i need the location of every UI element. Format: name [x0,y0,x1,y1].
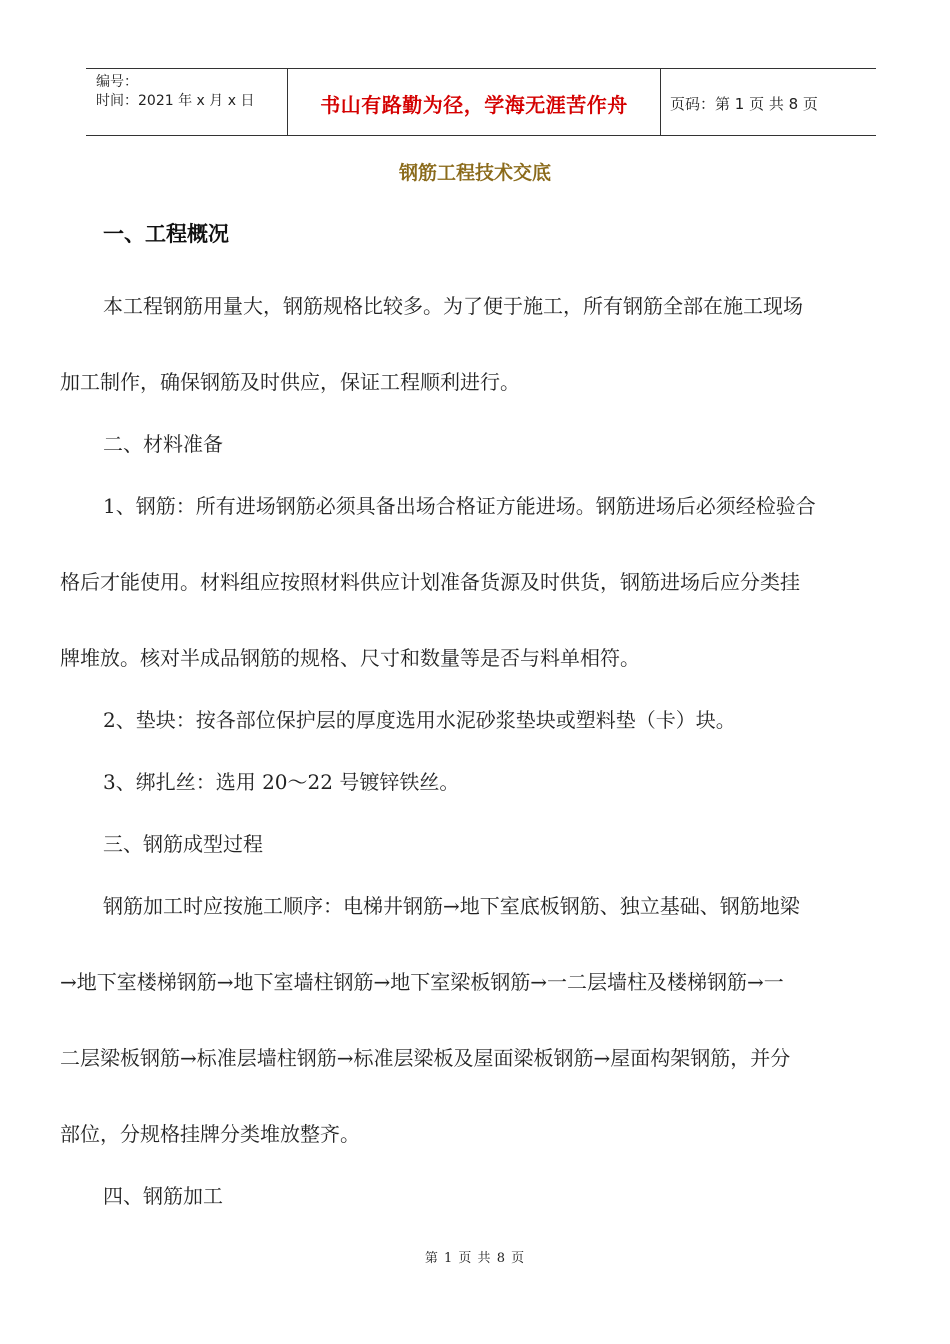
section-heading: 一、工程概况 [103,222,229,246]
paragraph-line: 3、绑扎丝：选用 20～22 号镀锌铁丝。 [103,770,460,794]
header-page-info: 页码：第 1 页 共 8 页 [670,95,818,113]
page-footer: 第 1 页 共 8 页 [424,1251,526,1266]
document-title: 钢筋工程技术交底 [398,162,551,184]
header-divider [660,69,661,135]
paragraph-line: 加工制作，确保钢筋及时供应，保证工程顺利进行。 [60,370,520,394]
header-meta [96,73,254,111]
section-heading: 二、材料准备 [103,432,223,456]
header-motto: 书山有路勤为径，学海无涯苦作舟 [320,93,628,117]
section-heading: 三、钢筋成型过程 [103,832,263,856]
header-table [86,68,876,136]
paragraph-line: 牌堆放。核对半成品钢筋的规格、尺寸和数量等是否与料单相符。 [60,646,640,670]
number-label: 编号： [96,74,138,90]
paragraph-line: 1、钢筋：所有进场钢筋必须具备出场合格证方能进场。钢筋进场后必须经检验合 [103,494,816,518]
paragraph-line: 本工程钢筋用量大，钢筋规格比较多。为了便于施工，所有钢筋全部在施工现场 [103,294,803,318]
paragraph-line: →地下室楼梯钢筋→地下室墙柱钢筋→地下室梁板钢筋→一二层墙柱及楼梯钢筋→一 [60,970,784,994]
paragraph-line: 格后才能使用。材料组应按照材料供应计划准备货源及时供货，钢筋进场后应分类挂 [60,570,800,594]
time-label: 时间：2021 年 x 月 x 日 [96,93,255,109]
paragraph-line: 钢筋加工时应按施工顺序：电梯井钢筋→地下室底板钢筋、独立基础、钢筋地梁 [103,894,800,918]
section-heading: 四、钢筋加工 [103,1184,223,1208]
paragraph-line: 2、垫块：按各部位保护层的厚度选用水泥砂浆垫块或塑料垫（卡）块。 [103,708,736,732]
paragraph-line: 部位，分规格挂牌分类堆放整齐。 [60,1122,360,1146]
paragraph-line: 二层梁板钢筋→标准层墙柱钢筋→标准层梁板及屋面梁板钢筋→屋面构架钢筋，并分 [60,1046,791,1070]
